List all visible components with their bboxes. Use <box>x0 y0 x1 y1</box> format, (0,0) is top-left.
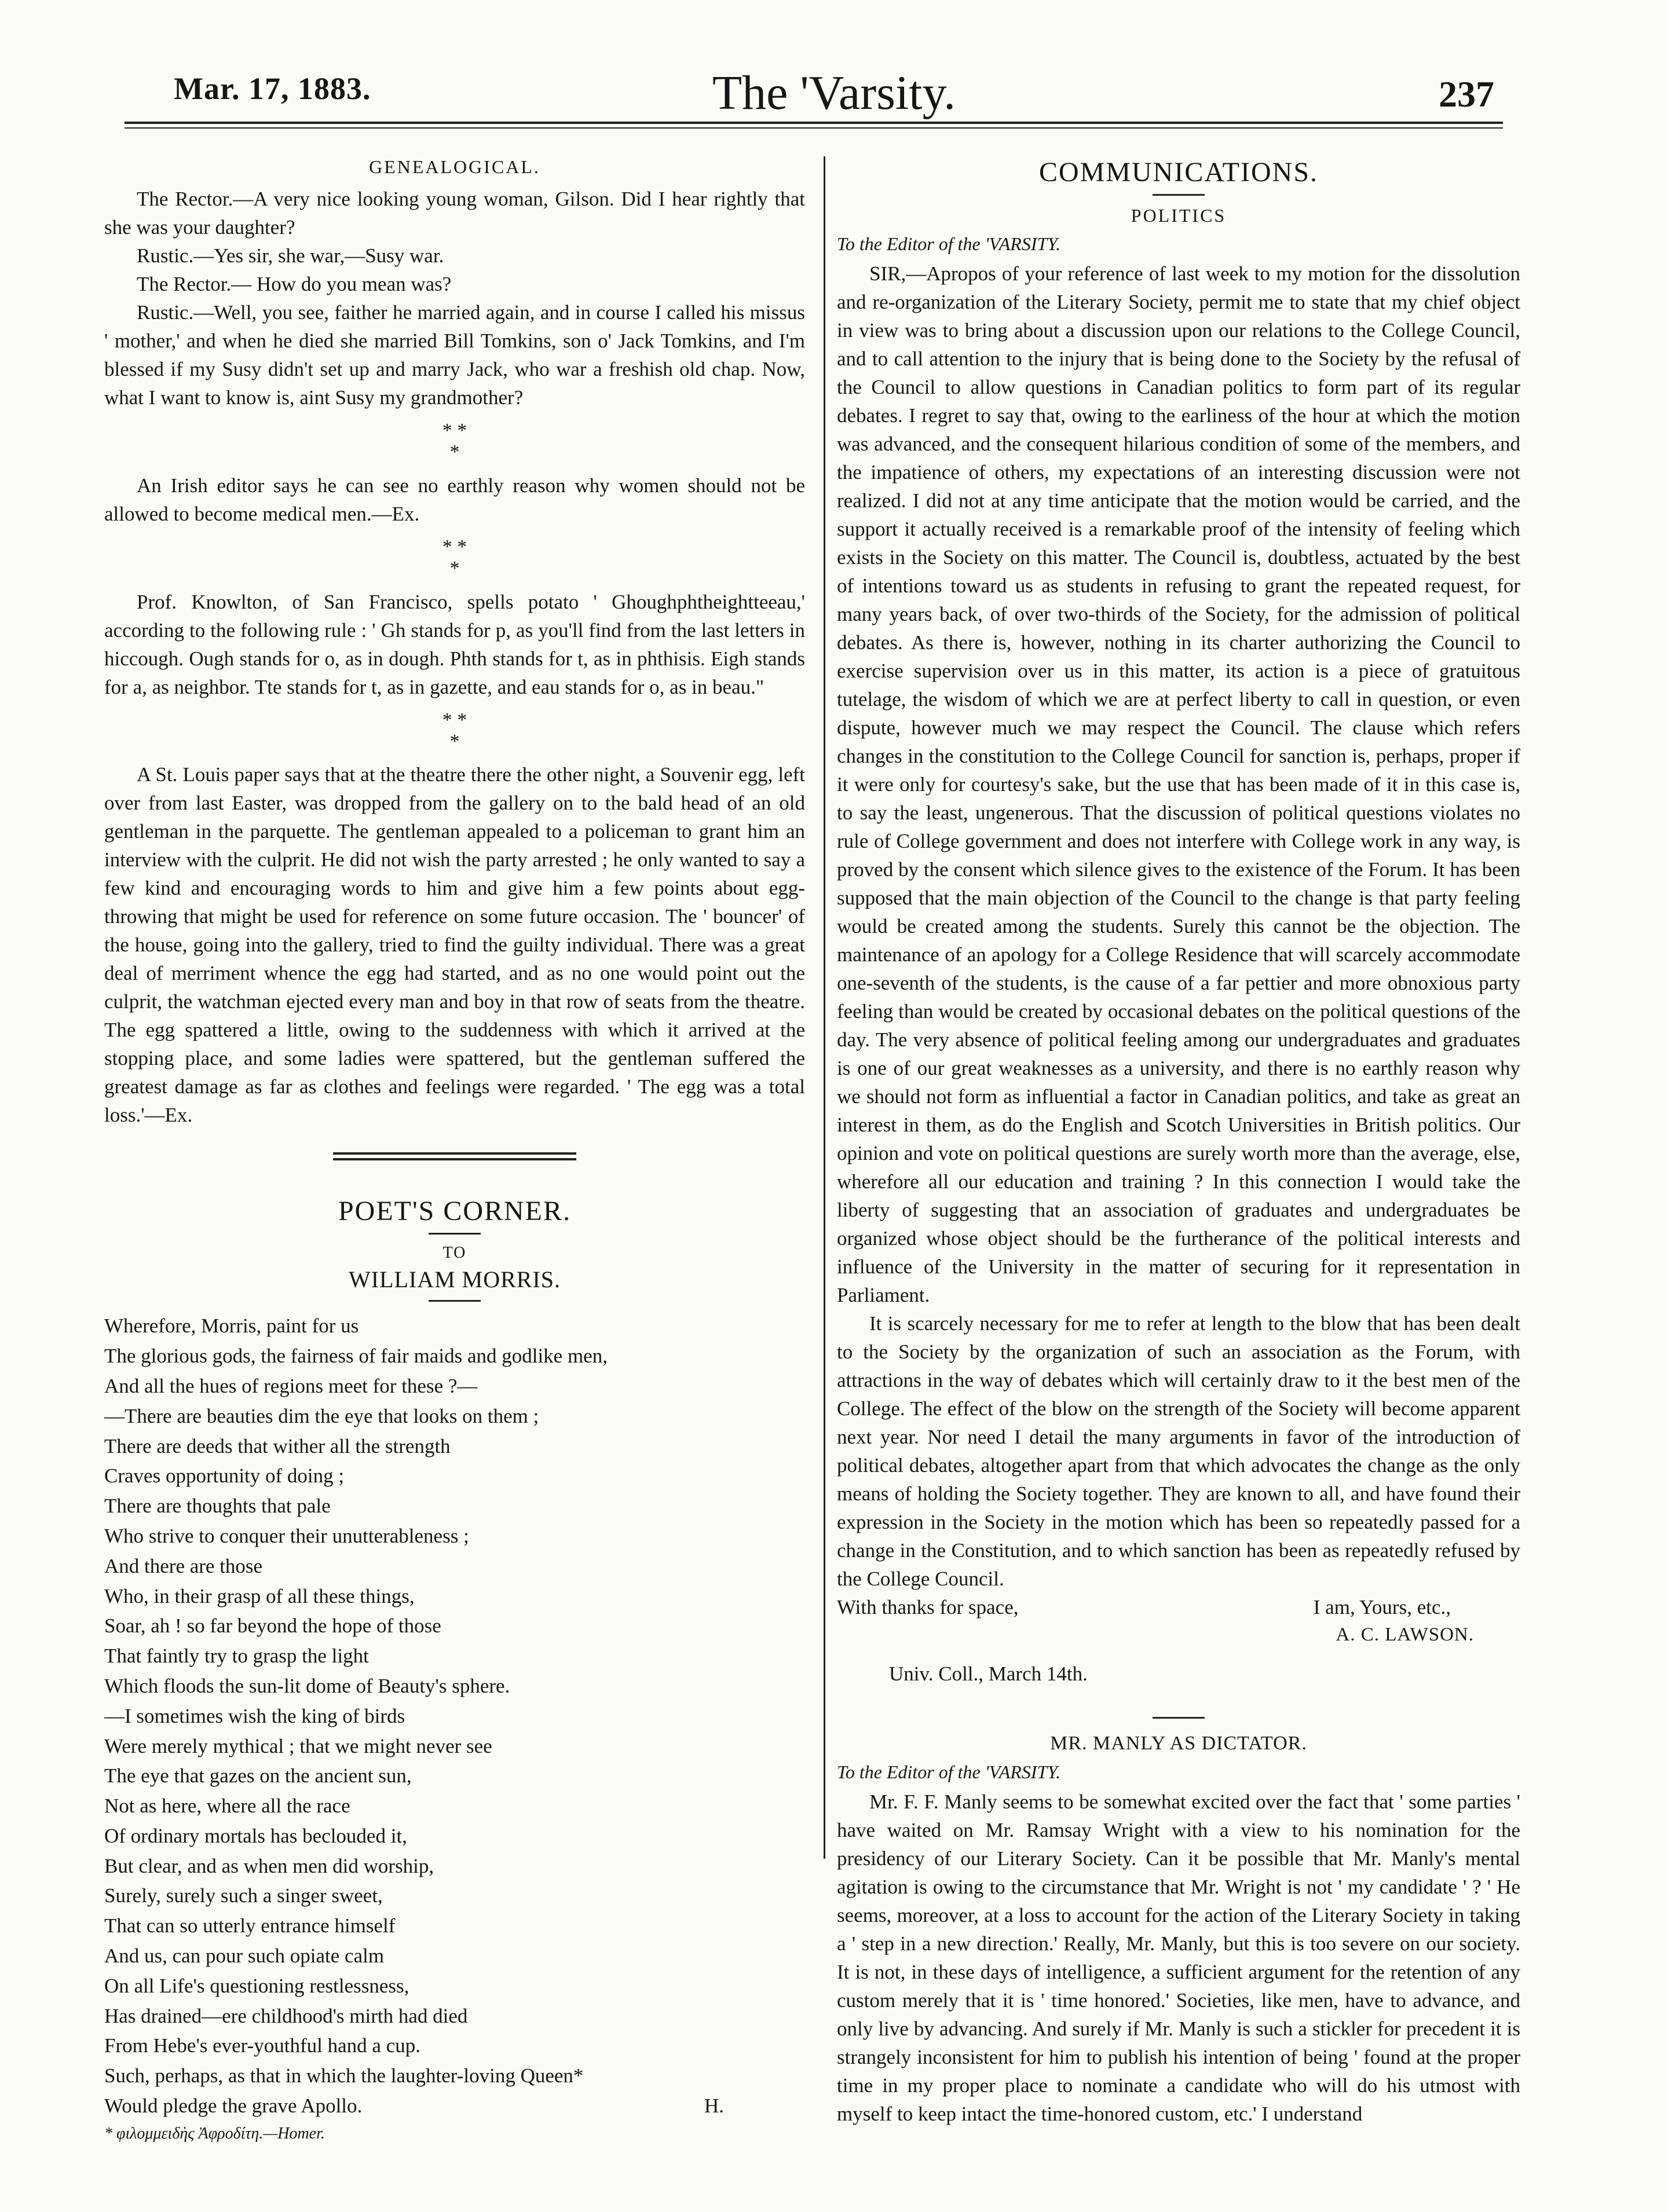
st-louis-item: A St. Louis paper says that at the theatre there the other night, a Souvenir egg, left over from last Easter, was dropped from the gallery on to the bald head of an old gentleman in the parquette. The gentleman appealed to a policeman to grant him an interview with the culprit. He did not wish the party arrested ; he only wanted to say a few kind and encouraging words to him and give him a few points about egg-throwing that might be used for reference on some future occasion. The ' bouncer' of the house, going into the gallery, tried to find the guilty individual. There was a great deal of merriment whence the egg had started, and as no one would point out the culprit, the watchman ejected every man and boy in that row of seats from the theatre. The egg spattered a little, owing to the suddenness with which it arrived at the stopping place, and some ladies were spattered, but the gentleman suffered the greatest damage as far as clothes and feelings were regarded. ' The egg was a total loss.'—Ex. <box>104 763 805 1127</box>
poem-line: The eye that gazes on the ancient sun, <box>104 1764 412 1788</box>
poem-line: There are deeds that wither all the strength <box>104 1434 451 1457</box>
poem-line: On all Life's questioning restlessness, <box>104 1974 409 1997</box>
short-rule <box>429 1233 481 1235</box>
page-number: 237 <box>1439 74 1494 115</box>
right-column <box>837 156 1520 2128</box>
to-editor-line: To the Editor of the 'VARSITY. <box>837 233 1061 254</box>
poem-line: And us, can pour such opiate calm <box>104 1944 385 1968</box>
politics-letter-para: SIR,—Apropos of your reference of last week to my motion for the dissolution and re-organization of the Literary Society, permit me to state that my chief object in view was to bring about a discussion upon our relations to the College Council, and to call attention to the injury that is being done to the Society by the refusal of the Council to allow questions in Canadian politics to form part of its regular debates. I regret to say that, owing to the earliness of the hour at which the motion was advanced, and the consequent hilarious condition of some of the members, and the impatience of others, my expectations of an interesting discussion were not realized. I did not at any time anticipate that the motion would be carried, and the support it actually received is a remarkable proof of the intensity of feeling which exists in the Society on this matter. The Council is, doubtless, actuated by the best of intentions toward us as students in refusing to grant the repeated request, for many years back, of over two-thirds of the Society, for the admission of political debates. As there is, however, nothing in its charter authorizing the Council to exercise supervision over us in this matter, its action is a piece of gratuitous tutelage, the wisdom of which we are at perfect liberty to call in question, or even dispute, however much we may respect the Council. The clause which refers changes in the constitution to the College Council for sanction is, perhaps, proper if it were only for courtesy's sake, but the use that has been made of it in this case is, to say the least, ungenerous. That the discussion of political questions violates no rule of College government and does not interfere with College work in any way, is proved by the consent which silence gives to the existence of the Forum. It has been supposed that the main objection of the Council to the change is that party feeling would be created among the students. Surely this cannot be the objection. The maintenance of an apology for a College Residence that will scarcely accommodate one-seventh of the students, is the cause of a far pettier and more obnoxious party feeling than would be created by occasional debates on the political questions of the day. The very absence of political feeling among our undergraduates and graduates is one of our great weaknesses as a university, and there is no earthly reason why we should not form as influential a factor in Canadian politics, and take as great an interest in them, as do the English and Scotch Universities in British politics. Our opinion and vote on political questions are surely worth more than the average, else, wherefore all our education and training ? In this connection I would take the liberty of suggesting that an association of graduates and undergraduates be organized whose object should be the furtherance of the political interests and influence of the University in the matter of securing for it representation in Parliament. <box>837 262 1520 1306</box>
poem-line: —There are beauties dim the eye that looks on them ; <box>104 1404 539 1427</box>
poem-line: The glorious gods, the fairness of fair maids and godlike men, <box>104 1345 608 1368</box>
masthead-title: The 'Varsity. <box>712 66 956 120</box>
section-divider <box>333 1152 576 1160</box>
asterism: * * * <box>442 709 467 752</box>
genealogical-para: Rustic.—Well, you see, faither he married again, and in course I called his missus ' mother,' and when he died she married Bill Tomkins, son o' Jack Tomkins, and I'm blessed if my Susy didn't set up and marry Jack, who war a freshish old chap. Now, what I want to know is, aint Susy my grandmother? <box>104 301 805 409</box>
letter-place-date: Univ. Coll., March 14th. <box>889 1662 1088 1686</box>
column-divider <box>824 156 825 1859</box>
manly-heading: MR. MANLY AS DICTATOR. <box>1050 1733 1307 1755</box>
poem-line: Surely, surely such a singer sweet, <box>104 1884 383 1907</box>
short-rule <box>1153 194 1205 196</box>
closing-yours: I am, Yours, etc., <box>1313 1596 1451 1618</box>
poem-last-line <box>104 2091 724 2121</box>
letter-signature: A. C. LAWSON. <box>1336 1624 1474 1645</box>
poem-line: That can so utterly entrance himself <box>104 1914 396 1938</box>
poem-line: Which floods the sun-lit dome of Beauty's sphere. <box>104 1674 510 1697</box>
poem-line: And all the hues of regions meet for these ?— <box>104 1374 478 1397</box>
poem-signature: H. <box>704 2094 724 2118</box>
genealogical-para: Rustic.—Yes sir, she war,—Susy war. <box>137 244 444 267</box>
poem-line: But clear, and as when men did worship, <box>104 1854 434 1877</box>
irish-editor-item: An Irish editor says he can see no earthly reason why women should not be allowed to become medical men.—Ex. <box>104 474 805 525</box>
communications-heading: COMMUNICATIONS. <box>1038 157 1319 188</box>
poem-line: Of ordinary mortals has beclouded it, <box>104 1824 407 1847</box>
header-rule-thin <box>125 127 1503 129</box>
poem-line: Were merely mythical ; that we might never see <box>104 1734 492 1757</box>
poem-line: From Hebe's ever-youthful hand a cup. <box>104 2034 421 2057</box>
poem-subject: WILLIAM MORRIS. <box>348 1266 561 1293</box>
letter-closing <box>837 1593 1520 1621</box>
poem-line: Wherefore, Morris, paint for us <box>104 1314 359 1338</box>
poem-line: There are thoughts that pale <box>104 1495 331 1518</box>
genealogical-para: The Rector.— How do you mean was? <box>137 273 452 295</box>
closing-thanks: With thanks for space, <box>837 1596 1019 1618</box>
page-header <box>174 65 1494 120</box>
genealogical-heading: GENEALOGICAL. <box>369 156 540 177</box>
knowlton-item: Prof. Knowlton, of San Francisco, spells potato ' Ghoughphtheightteeau,' according to the following rule : ' Gh stands for p, as you'll find from the last letters in hiccough. Ough stands for o, as in dough. Phth stands for t, as in phthisis. Eigh stands for a, as neighbor. Tte stands for t, as in gazette, and eau stands for o, as in beau." <box>104 590 805 698</box>
poem-line: Not as here, where all the race <box>104 1794 350 1818</box>
politics-heading: POLITICS <box>1131 205 1227 226</box>
asterism: * * * <box>442 420 467 463</box>
poem-line: Has drained—ere childhood's mirth had died <box>104 2004 468 2027</box>
poem-line: Would pledge the grave Apollo. <box>104 2094 363 2118</box>
short-rule <box>429 1300 481 1302</box>
poem-body <box>104 1311 805 2121</box>
poem-line: That faintly try to grasp the light <box>104 1645 369 1668</box>
to-editor-line: To the Editor of the 'VARSITY. <box>837 1761 1061 1783</box>
issue-date: Mar. 17, 1883. <box>174 71 371 106</box>
asterism: * * * <box>442 536 467 580</box>
genealogical-para: The Rector.—A very nice looking young woman, Gilson. Did I hear rightly that she was your daughter? <box>104 188 805 239</box>
poem-line: Soar, ah ! so far beyond the hope of those <box>104 1614 441 1638</box>
poets-corner-heading: POET'S CORNER. <box>338 1196 572 1227</box>
header-rule <box>125 122 1503 124</box>
short-rule <box>1153 1717 1205 1719</box>
poem-line: Craves opportunity of doing ; <box>104 1464 345 1488</box>
politics-letter-para: It is scarcely necessary for me to refer at length to the blow that has been dealt to the Society by the organization of such an association as the Forum, with attractions in the way of debates which will certainly draw to it the best men of the College. The effect of the blow on the strength of the Society will become apparent next year. Nor need I detail the many arguments in favor of the introduction of political debates, altogether apart from that which advocates the change as the only means of holding the Society together. They are known to all, and have found their expression in the Society in the motion which has been so repeatedly passed for a change in the Constitution, and to which sanction has been as repeatedly refused by the College Council. <box>837 1312 1520 1590</box>
poem-line: Who strive to conquer their unutterableness ; <box>104 1524 469 1547</box>
manly-letter-para: Mr. F. F. Manly seems to be somewhat excited over the fact that ' some parties ' have waited on Mr. Ramsay Wright with a view to his nomination for the presidency of our Literary Society. Can it be possible that Mr. Manly's mental agitation is owing to the circumstance that Mr. Wright is not ' my candidate ' ? ' He seems, moreover, at a loss to account for the action of the Literary Society in taking a ' step in a new direction.' Really, Mr. Manly, but this is too severe on our society. It is not, in these days of intelligence, a sufficient argument for the retention of any custom merely that it is ' time honored.' Societies, like men, have to advance, and only live by advancing. And surely if Mr. Manly is such a stickler for precedent it is strangely inconsistent for him to publish his intention of being ' found at the proper time in my proper place to nominate a candidate who will do his utmost with myself to keep intact the time-honored custom, etc.' I understand <box>837 1790 1520 2126</box>
left-column <box>104 156 805 2143</box>
poem-line: And there are those <box>104 1554 263 1577</box>
poem-line: Such, perhaps, as that in which the laughter-loving Queen* <box>104 2064 584 2088</box>
poem-line: —I sometimes wish the king of birds <box>104 1704 405 1727</box>
poem-line: Who, in their grasp of all these things, <box>104 1584 415 1607</box>
poem-to: TO <box>442 1244 467 1262</box>
poem-footnote: * φιλομμειδὴς Ἀφροδίτη.—Homer. <box>104 2124 325 2143</box>
